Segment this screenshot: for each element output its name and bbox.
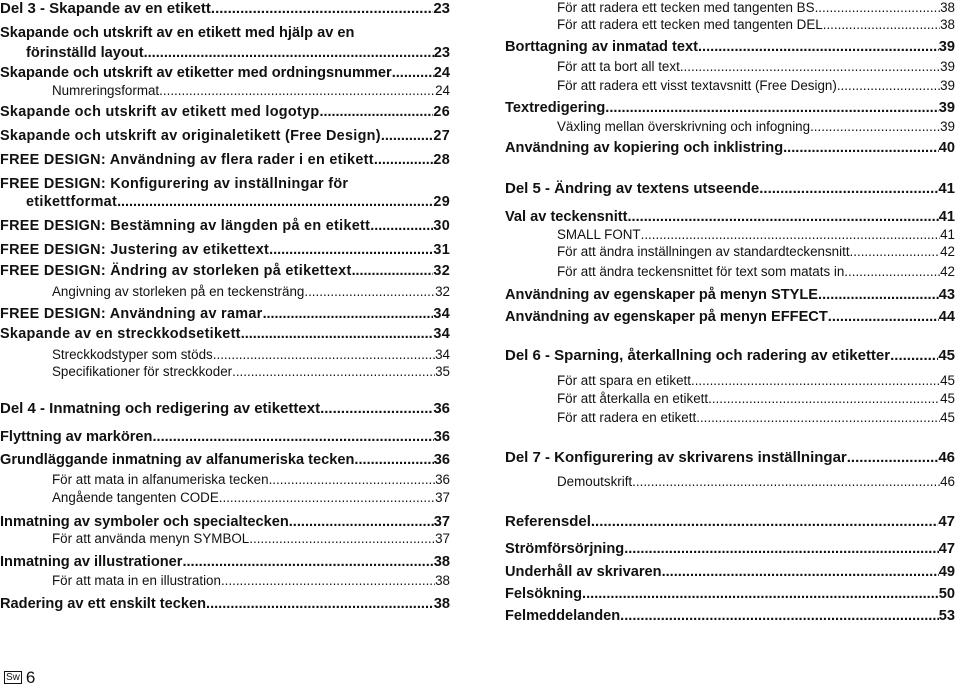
toc-entry [505,38,955,56]
toc-leader-dots [370,217,433,235]
toc-leader-dots [182,553,433,571]
toc-entry-title: Inmatning av symboler och specialtecken [0,514,289,530]
toc-entry-title: förinställd layout [26,45,144,61]
toc-page-number: 50 [938,586,955,602]
toc-section-heading [505,180,955,198]
toc-entry [557,244,955,260]
toc-leader-dots [632,474,940,490]
toc-entry [52,364,450,380]
toc-page-number: 37 [435,531,450,546]
toc-entry [52,347,450,363]
toc-entry-title: Referensdel [505,513,591,530]
toc-entry [557,119,955,135]
toc-entry-title: Angående tangenten CODE [52,490,219,505]
language-badge: Sw [6,672,20,683]
toc-entry [505,208,955,226]
toc-leader-dots [844,264,940,280]
toc-entry [505,563,955,581]
toc-page-number: 47 [938,541,955,557]
page-footer [4,669,35,686]
toc-leader-dots [605,99,938,117]
toc-page-number: 43 [938,287,955,303]
toc-leader-dots [847,449,939,467]
toc-leader-dots [641,227,941,243]
toc-page-number: 23 [433,0,450,17]
toc-entry-title: För att mata in alfanumeriska tecken [52,472,269,487]
toc-entry [52,83,450,99]
toc-page-number: 38 [435,573,450,588]
toc-entry-title: Skapande och utskrift av en etikett med hjälp av en [0,25,355,41]
toc-entry [0,513,450,531]
toc-leader-dots [211,0,433,18]
toc-entry [0,428,450,446]
toc-entry [557,373,955,389]
toc-entry [0,325,450,343]
toc-page-number: 41 [938,209,955,225]
toc-entry [0,127,450,145]
toc-leader-dots [289,513,434,531]
toc-leader-dots [213,347,435,363]
toc-entry [557,474,955,490]
toc-page-number: 39 [938,39,955,55]
toc-leader-dots [392,64,434,82]
toc-leader-dots [837,78,940,94]
toc-entry-title: Textredigering [505,100,606,116]
toc-page-number: 38 [433,596,450,612]
toc-page-number: 37 [435,490,450,505]
toc-page-number: 45 [940,373,955,388]
toc-page-number: 31 [433,242,450,258]
toc-leader-dots [810,119,940,135]
toc-entry-title: För att spara en etikett [557,373,691,388]
toc-page-number: 49 [938,564,955,580]
toc-page-number: 39 [938,100,955,116]
toc-entry-title: Växling mellan överskrivning och infogning [557,119,811,134]
toc-page-number: 46 [940,474,955,489]
toc-leader-dots [591,513,938,531]
toc-leader-dots [354,451,433,469]
toc-leader-dots [680,59,940,75]
toc-page-number: 24 [433,65,450,81]
toc-leader-dots [352,262,434,280]
toc-entry-title: För att radera ett visst textavsnitt (Free Design) [557,78,837,93]
toc-page-number: 40 [938,140,955,156]
toc-page-number: 41 [938,180,955,197]
toc-entry [0,24,354,42]
toc-entry-title: etikettformat [26,194,118,210]
toc-entry [52,284,450,300]
toc-entry [505,308,955,326]
toc-entry [26,44,450,62]
toc-entry-title: Strömförsörjning [505,541,625,557]
toc-leader-dots [319,103,433,121]
toc-leader-dots [117,193,433,211]
toc-entry [0,595,450,613]
toc-leader-dots [152,428,433,446]
toc-entry-title: För att radera ett tecken med tangenten DEL [557,17,823,32]
toc-entry [26,193,450,211]
toc-section-heading [505,347,955,365]
toc-entry-title: För att radera en etikett [557,410,697,425]
toc-leader-dots [662,563,939,581]
toc-entry-title: FREE DESIGN: Användning av flera rader i en etikett [0,152,374,168]
toc-entry [505,540,955,558]
toc-entry-title: FREE DESIGN: Konfigurering av inställningar för [0,176,349,192]
toc-entry-title: Del 6 - Sparning, återkallning och radering av etiketter [505,347,891,364]
toc-entry [557,0,955,16]
toc-page-number: 36 [433,400,450,417]
toc-page-number: 39 [940,78,955,93]
toc-leader-dots [624,540,939,558]
toc-leader-dots [628,208,939,226]
toc-leader-dots [263,305,434,323]
toc-entry [52,490,450,506]
toc-page-number: 42 [940,264,955,279]
toc-leader-dots [582,585,939,603]
toc-leader-dots [249,531,435,547]
toc-entry-title: Grundläggande inmatning av alfanumeriska tecken [0,452,355,468]
toc-entry [52,472,450,488]
toc-page-number: 44 [938,309,955,325]
toc-page-number: 45 [940,410,955,425]
toc-entry [52,531,450,547]
toc-entry-title: SMALL FONT [557,227,641,242]
toc-page-number: 46 [938,449,955,466]
toc-leader-dots [828,308,939,326]
toc-leader-dots [304,284,435,300]
toc-page-number: 45 [940,391,955,406]
toc-leader-dots [221,573,435,589]
toc-leader-dots [159,83,435,99]
toc-page-number: 38 [940,17,955,32]
toc-section-heading [0,400,450,418]
toc-entry-title: Borttagning av inmatad text [505,39,698,55]
toc-entry [557,17,955,33]
toc-entry-title: Specifikationer för streckkoder [52,364,233,379]
toc-leader-dots [269,241,433,259]
toc-entry-title: Användning av egenskaper på menyn EFFECT [505,309,828,325]
toc-leader-dots [890,347,938,365]
toc-page-number: 35 [435,364,450,379]
toc-entry [0,103,450,121]
toc-page-number: 53 [938,608,955,624]
toc-entry [52,573,450,589]
toc-leader-dots [381,127,434,145]
page-number: 6 [25,668,36,687]
toc-entry [0,553,450,571]
toc-leader-dots [691,373,940,389]
toc-page-number: 32 [435,284,450,299]
toc-entry-title: Del 3 - Skapande av en etikett [0,0,211,17]
toc-page-number: 34 [433,326,450,342]
toc-section-heading [0,0,450,18]
toc-leader-dots [815,0,941,16]
toc-page-number: 39 [940,59,955,74]
toc-entry-title: Radering av ett enskilt tecken [0,596,207,612]
toc-entry-title: Skapande av en streckkodsetikett [0,326,241,342]
toc-entry [557,227,955,243]
toc-page-number: 47 [938,513,955,530]
toc-entry [557,59,955,75]
toc-section-heading [505,513,955,531]
toc-leader-dots [144,44,434,62]
toc-leader-dots [206,595,434,613]
toc-section-heading [505,449,955,467]
toc-entry-title: Användning av egenskaper på menyn STYLE [505,287,819,303]
toc-entry-title: För att ändra inställningen av standardteckensnitt [557,244,850,259]
toc-leader-dots [320,400,433,418]
toc-page-number: 32 [433,263,450,279]
toc-entry-title: Flyttning av markören [0,429,153,445]
toc-leader-dots [850,244,941,260]
toc-page-number: 36 [435,472,450,487]
toc-entry [0,151,450,169]
toc-leader-dots [783,139,939,157]
toc-entry-title: Angivning av storleken på en teckensträng [52,284,305,299]
toc-entry [0,217,450,235]
toc-page-number: 38 [940,0,955,15]
toc-leader-dots [219,490,435,506]
toc-entry [557,410,955,426]
toc-page-number: 30 [433,218,450,234]
toc-leader-dots [818,286,939,304]
toc-page-number: 42 [940,244,955,259]
toc-entry [0,64,450,82]
toc-entry-title: FREE DESIGN: Bestämning av längden på en etikett [0,218,371,234]
toc-entry-title: Användning av kopiering och inklistring [505,140,784,156]
toc-leader-dots [708,391,940,407]
toc-entry-title: Demoutskrift [557,474,633,489]
toc-entry-title: För att ändra teckensnittet för text som matats in [557,264,845,279]
toc-entry [557,391,955,407]
toc-entry-title: Val av teckensnitt [505,209,628,225]
toc-leader-dots [232,364,435,380]
toc-entry [505,99,955,117]
toc-entry-title: FREE DESIGN: Ändring av storleken på etikettext [0,263,352,279]
toc-entry-title: FREE DESIGN: Användning av ramar [0,306,263,322]
toc-page-number: 39 [940,119,955,134]
toc-page-number: 34 [435,347,450,362]
toc-entry-title: För att använda menyn SYMBOL [52,531,250,546]
toc-entry [557,264,955,280]
toc-entry-title: Inmatning av illustrationer [0,554,183,570]
toc-entry-title: Streckkodstyper som stöds [52,347,213,362]
toc-page-number: 37 [433,514,450,530]
toc-page-number: 38 [433,554,450,570]
toc-entry-title: Numreringsformat [52,83,160,98]
toc-entry-title: FREE DESIGN: Justering av etikettext [0,242,270,258]
toc-entry [557,78,955,94]
toc-leader-dots [269,472,436,488]
toc-leader-dots [759,180,938,198]
toc-entry [0,305,450,323]
toc-entry-title: För att radera ett tecken med tangenten BS [557,0,815,15]
toc-entry [0,175,348,193]
toc-entry [505,286,955,304]
toc-page-number: 36 [433,429,450,445]
toc-leader-dots [241,325,434,343]
toc-entry-title: Skapande och utskrift av originaletikett (Free Design) [0,128,381,144]
toc-page-number: 28 [433,152,450,168]
toc-page-number: 26 [433,104,450,120]
toc-entry-title: Del 4 - Inmatning och redigering av etikettext [0,400,321,417]
toc-entry [0,451,450,469]
toc-entry [505,607,955,625]
toc-entry-title: Del 5 - Ändring av textens utseende [505,180,760,197]
toc-page-number: 29 [433,194,450,210]
toc-leader-dots [698,38,939,56]
toc-page-number: 24 [435,83,450,98]
toc-page-number: 27 [433,128,450,144]
toc-entry-title: Del 7 - Konfigurering av skrivarens inställningar [505,449,847,466]
toc-page-number: 23 [433,45,450,61]
toc-entry [0,262,450,280]
toc-page-number: 45 [938,347,955,364]
toc-entry-title: För att ta bort all text [557,59,680,74]
toc-page-number: 41 [940,227,955,242]
toc-page-number: 34 [433,306,450,322]
toc-entry [505,139,955,157]
toc-entry-title: Underhåll av skrivaren [505,564,662,580]
toc-entry-title: Skapande och utskrift av etikett med logotyp [0,104,320,120]
toc-leader-dots [620,607,939,625]
toc-entry-title: För att återkalla en etikett [557,391,709,406]
toc-entry-title: Skapande och utskrift av etiketter med ordningsnummer [0,65,392,81]
toc-page-number: 36 [433,452,450,468]
toc-entry-title: Felmeddelanden [505,608,621,624]
toc-entry-title: För att mata in en illustration [52,573,221,588]
toc-entry-title: Felsökning [505,586,583,602]
toc-leader-dots [374,151,434,169]
toc-entry [505,585,955,603]
toc-leader-dots [696,410,940,426]
toc-entry [0,241,450,259]
toc-leader-dots [823,17,940,33]
